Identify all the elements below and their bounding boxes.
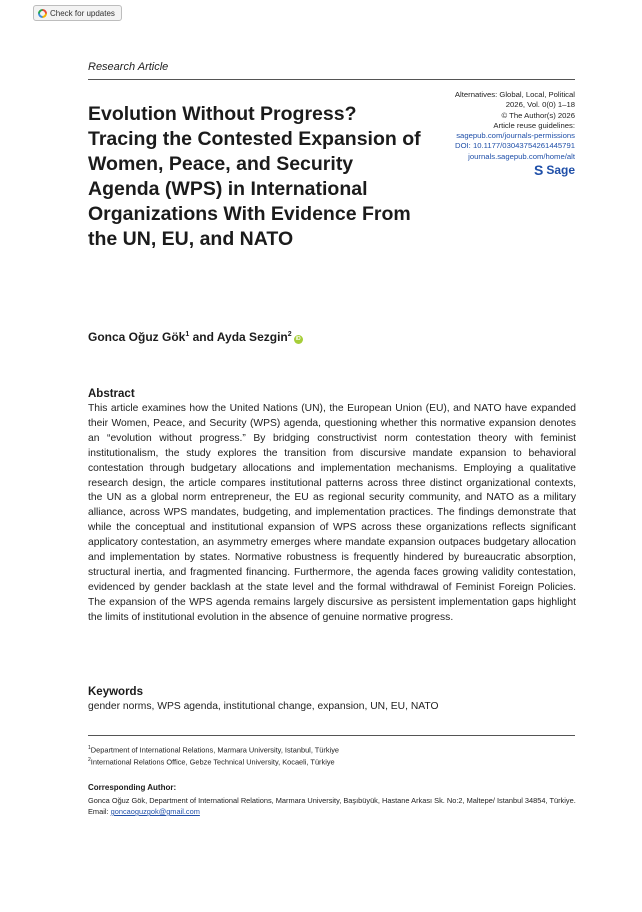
header-divider xyxy=(88,79,575,80)
check-for-updates-badge[interactable] xyxy=(33,5,122,21)
corresponding-details xyxy=(88,795,576,817)
sage-logo-icon: S xyxy=(533,162,544,179)
affiliation-marker: 2 xyxy=(287,331,292,338)
email-label: Email: xyxy=(88,807,109,816)
journal-link[interactable]: journals.sagepub.com/home/alt xyxy=(468,151,575,161)
affiliation-number: 1 xyxy=(88,745,91,751)
author-name: Gonca Oğuz Gök xyxy=(88,330,186,344)
affiliation xyxy=(88,755,335,767)
corresponding-heading: Corresponding Author: xyxy=(88,783,177,792)
doi[interactable]: DOI: 10.1177/03043754261445791 xyxy=(455,141,575,151)
publisher-name: Sage xyxy=(546,162,575,177)
abstract-heading: Abstract xyxy=(88,388,135,400)
check-for-updates-icon xyxy=(38,9,47,18)
copyright: © The Author(s) 2026 xyxy=(501,110,575,120)
article-title: Evolution Without Progress? Tracing the Contested Expansion of Women, Peace, and Security Agenda (WPS) in International Organizations With Evidence From the UN, EU, and NATO xyxy=(88,103,421,250)
footnote-divider xyxy=(88,735,575,736)
affiliation-text: Department of International Relations, Marmara University, Istanbul, Türkiye xyxy=(90,745,340,755)
email-link[interactable]: goncaoguzgok@gmail.com xyxy=(110,807,200,816)
journal-volume: 2026, Vol. 0(0) 1–18 xyxy=(505,100,575,110)
author-list xyxy=(88,330,303,344)
reuse-link[interactable]: sagepub.com/journals-permissions xyxy=(456,131,575,141)
keywords-heading: Keywords xyxy=(88,686,143,698)
affiliation xyxy=(88,743,339,755)
publisher-logo xyxy=(533,162,575,179)
keywords-list: gender norms, WPS agenda, institutional change, expansion, UN, EU, NATO xyxy=(88,701,439,712)
author-name: Ayda Sezgin xyxy=(216,330,288,344)
corresponding-address: Gonca Oğuz Gök, Department of International Relations, Marmara University, Başıbüyük, Hastane Arkası Sk. No:2, Maltepe/ Istanbul 34854, Türkiye. xyxy=(88,796,576,805)
affiliation-marker: 1 xyxy=(185,331,190,338)
author-conjunction: and xyxy=(192,330,214,344)
corresponding-email-line xyxy=(88,806,576,817)
affiliation-number: 2 xyxy=(88,757,91,763)
orcid-icon[interactable]: iD xyxy=(295,336,301,342)
journal-name: Alternatives: Global, Local, Political xyxy=(454,90,575,99)
abstract-body: This article examines how the United Nations (UN), the European Union (EU), and NATO have expanded their Women, Peace, and Security (WPS) agenda, questioning whether this normative expansion denotes an “evolution without progress.” By bridging constructivist norm contestation theory with feminist institutionalism, the study explores the transition from discursive mandate expansion to behavioral contestation through budgetary allocations and implementation mechanisms. Employing a qualitative research design, the article compares institutional patterns across three distinct organizational contexts, the UN as a global norm entrepreneur, the EU as regional security community, and NATO as a military alliance, across WPS mandates, budgeting, and implementation practices. The findings demonstrate that while the conceptual and institutional expansion of WPS across these organizations reflects significant applicatory contestation, an asymmetry emerges where mandate expansion outpaces budgetary allocation and implementation by states. Normative robustness is frequently hindered by bureaucratic absorption, structural inertia, and fragmented financing. Furthermore, the agenda faces growing validity contestation, evidenced by gender backlash at the state level and the formal withdrawal of Feminist Foreign Policies. The expansion of the WPS agenda remains largely discursive as persistent implementation gaps highlight the limits of institutional evolution in the absence of genuine normative progress. xyxy=(88,403,576,623)
article-type: Research Article xyxy=(88,61,169,73)
journal-meta xyxy=(405,90,575,178)
affiliation-text: International Relations Office, Gebze Technical University, Kocaeli, Türkiye xyxy=(90,757,335,767)
reuse-label: Article reuse guidelines: xyxy=(493,120,575,130)
check-for-updates-label: Check for updates xyxy=(50,8,115,18)
